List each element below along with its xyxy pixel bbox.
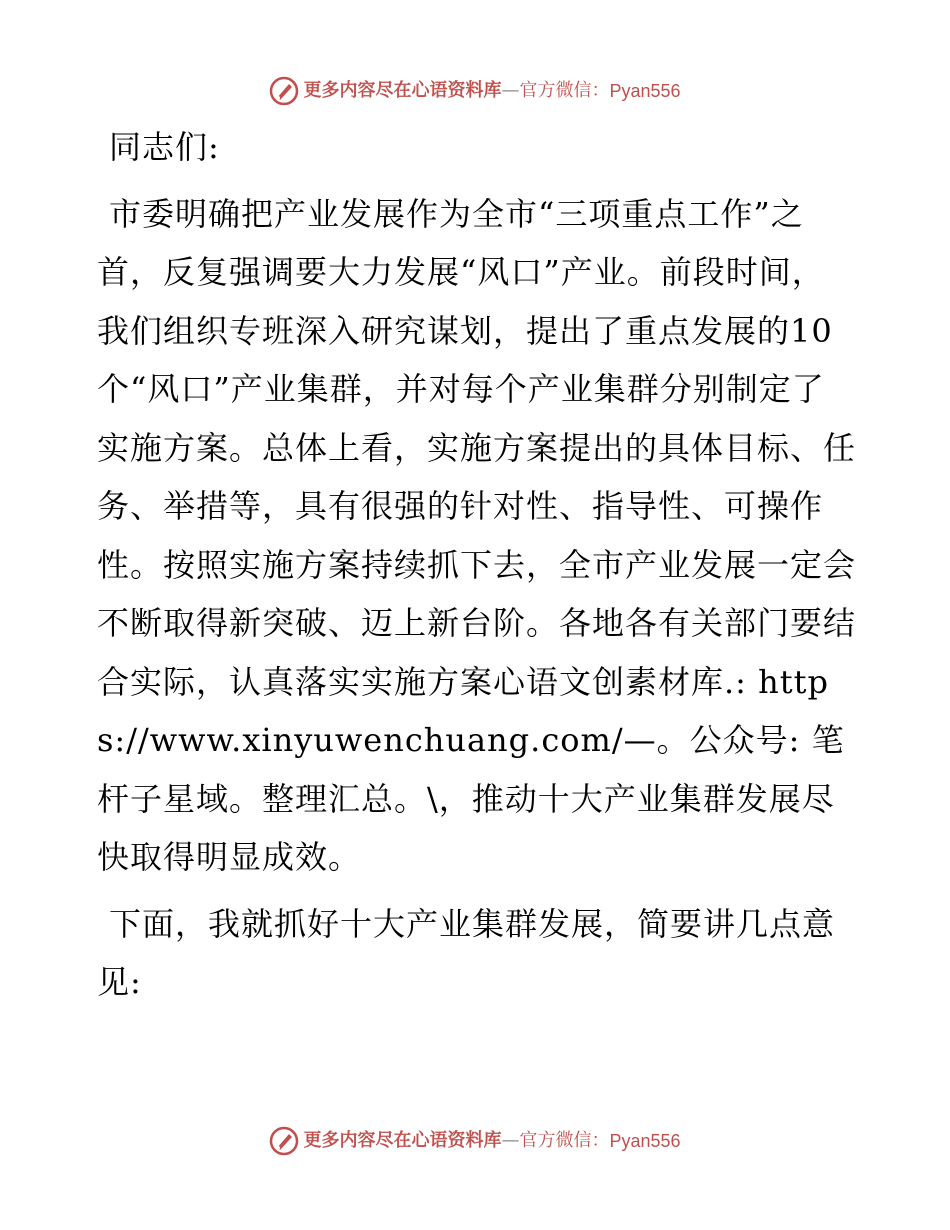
watermark-wechat-id: Pyan556 <box>609 81 681 101</box>
watermark-wechat-label: 官方微信： <box>519 80 610 101</box>
document-body <box>97 118 857 1012</box>
quill-logo-icon <box>269 1126 299 1156</box>
header-watermark <box>0 76 950 106</box>
watermark-main-text: 更多内容尽在心语资料库 <box>303 80 502 101</box>
watermark-wechat-id: Pyan556 <box>609 1131 681 1151</box>
paragraph-1: 市委明确把产业发展作为全市“三项重点工作”之首，反复强调要大力发展“风口”产业。前段时间，我们组织专班深入研究谋划，提出了重点发展的10个“风口”产业集群，并对每个产业集群分别制定了实施方案。总体上看，实施方案提出的具体目标、任务、举措等，具有很强的针对性、指导性、可操作性。按照实施方案持续抓下去，全市产业发展一定会不断取得新突破、迈上新台阶。各地各有关部门要结合实际，认真落实实施方案心语文创素材库.: https://www.xinyuwenchuang.com/—。公众号: 笔杆子星域。整理汇总。\，推动十大产业集群发展尽快取得明显成效。 <box>97 194 857 876</box>
watermark-wechat-label: 官方微信： <box>519 1130 610 1151</box>
watermark-separator: — <box>501 80 520 101</box>
footer-watermark <box>0 1126 950 1156</box>
watermark-main-text: 更多内容尽在心语资料库 <box>303 1130 502 1151</box>
quill-logo-icon <box>269 76 299 106</box>
watermark-separator: — <box>501 1130 520 1151</box>
greeting: 同志们: <box>109 128 220 166</box>
paragraph-2: 下面，我就抓好十大产业集群发展，简要讲几点意见: <box>97 904 836 1001</box>
